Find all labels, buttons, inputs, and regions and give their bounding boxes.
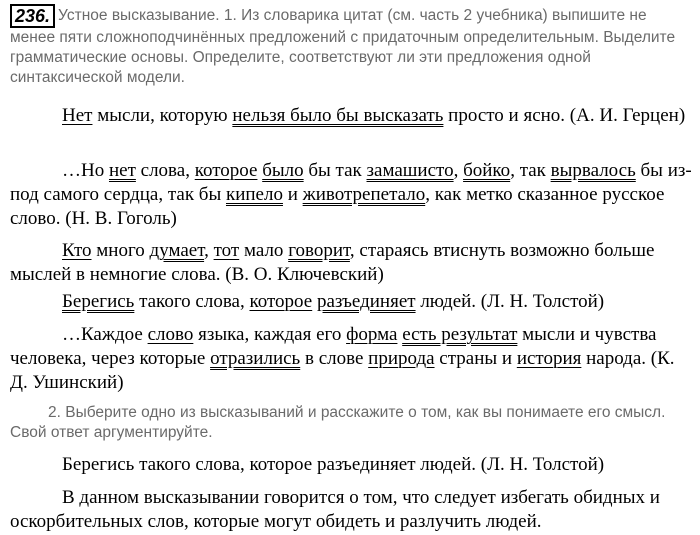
predicate: Берегись bbox=[62, 291, 135, 312]
subject: которое bbox=[249, 291, 313, 312]
subject: Кто bbox=[62, 240, 92, 261]
exercise-number: 236. bbox=[10, 4, 55, 28]
quote-klyuchevsky: Кто много думает, тот мало говорит, стараясь втиснуть возможно больше мыслей в немногие слова. (В. О. Ключевский) bbox=[10, 240, 655, 285]
task-2 bbox=[10, 403, 692, 443]
predicate: нет bbox=[108, 160, 136, 181]
predicate: нельзя было бы высказать bbox=[232, 105, 444, 126]
predicate: есть результат bbox=[402, 324, 518, 345]
predicate: вырвалось bbox=[550, 160, 636, 181]
subject: тот bbox=[213, 240, 240, 261]
task-1 bbox=[10, 4, 692, 88]
predicate: замашисто bbox=[366, 160, 454, 181]
subject: форма bbox=[346, 324, 398, 345]
quote-tolstoy: Берегись такого слова, которое разъединяет людей. (Л. Н. Толстой) bbox=[62, 291, 605, 312]
quote-ushinsky: …Каждое слово языка, каждая его форма есть результат мысли и чувства человека, через которые отразились в слове природа страны и история народа. (К. Д. Ушинский) bbox=[10, 324, 675, 393]
predicate: было bbox=[262, 160, 304, 181]
predicate: животрепетало bbox=[302, 184, 426, 205]
predicate: думает bbox=[149, 240, 205, 261]
quote-herzen: Нет мысли, которую нельзя было бы высказать просто и ясно. (А. И. Герцен) bbox=[62, 105, 686, 126]
subject: природа bbox=[368, 348, 435, 369]
task-1-text: Устное высказывание. 1. Из словарика цитат (см. часть 2 учебника) выпишите не менее пяти сложноподчинённых предложений с придаточным определительным. Выделите грамматические основы. Определите, соответствуют ли эти предложения одной синтаксической модели. bbox=[10, 7, 676, 86]
subject: история bbox=[516, 348, 582, 369]
chosen-quote: Берегись такого слова, которое разъединяет людей. (Л. Н. Толстой) bbox=[62, 454, 605, 475]
predicate: бойко bbox=[463, 160, 511, 181]
subject: слово bbox=[147, 324, 194, 345]
answer-text: В данном высказывании говорится о том, что следует избегать обидных и оскорбительных слов, которые могут обидеть и разлучить людей. bbox=[10, 487, 660, 532]
predicate: говорит bbox=[288, 240, 350, 261]
predicate: кипело bbox=[225, 184, 283, 205]
subject: которое bbox=[194, 160, 258, 181]
subject: Нет bbox=[62, 105, 93, 126]
quote-gogol: …Но нет слова, которое было бы так замашисто, бойко, так вырвалось бы из-под самого сердца, так бы кипело и животрепетало, как метко сказанное русское слово. (Н. В. Гоголь) bbox=[10, 160, 692, 229]
predicate: разъединяет bbox=[316, 291, 416, 312]
task-2-text: 2. Выберите одно из высказываний и расскажите о том, как вы понимаете его смысл. Свой ответ аргументируйте. bbox=[10, 404, 666, 441]
predicate: отразились bbox=[210, 348, 301, 369]
